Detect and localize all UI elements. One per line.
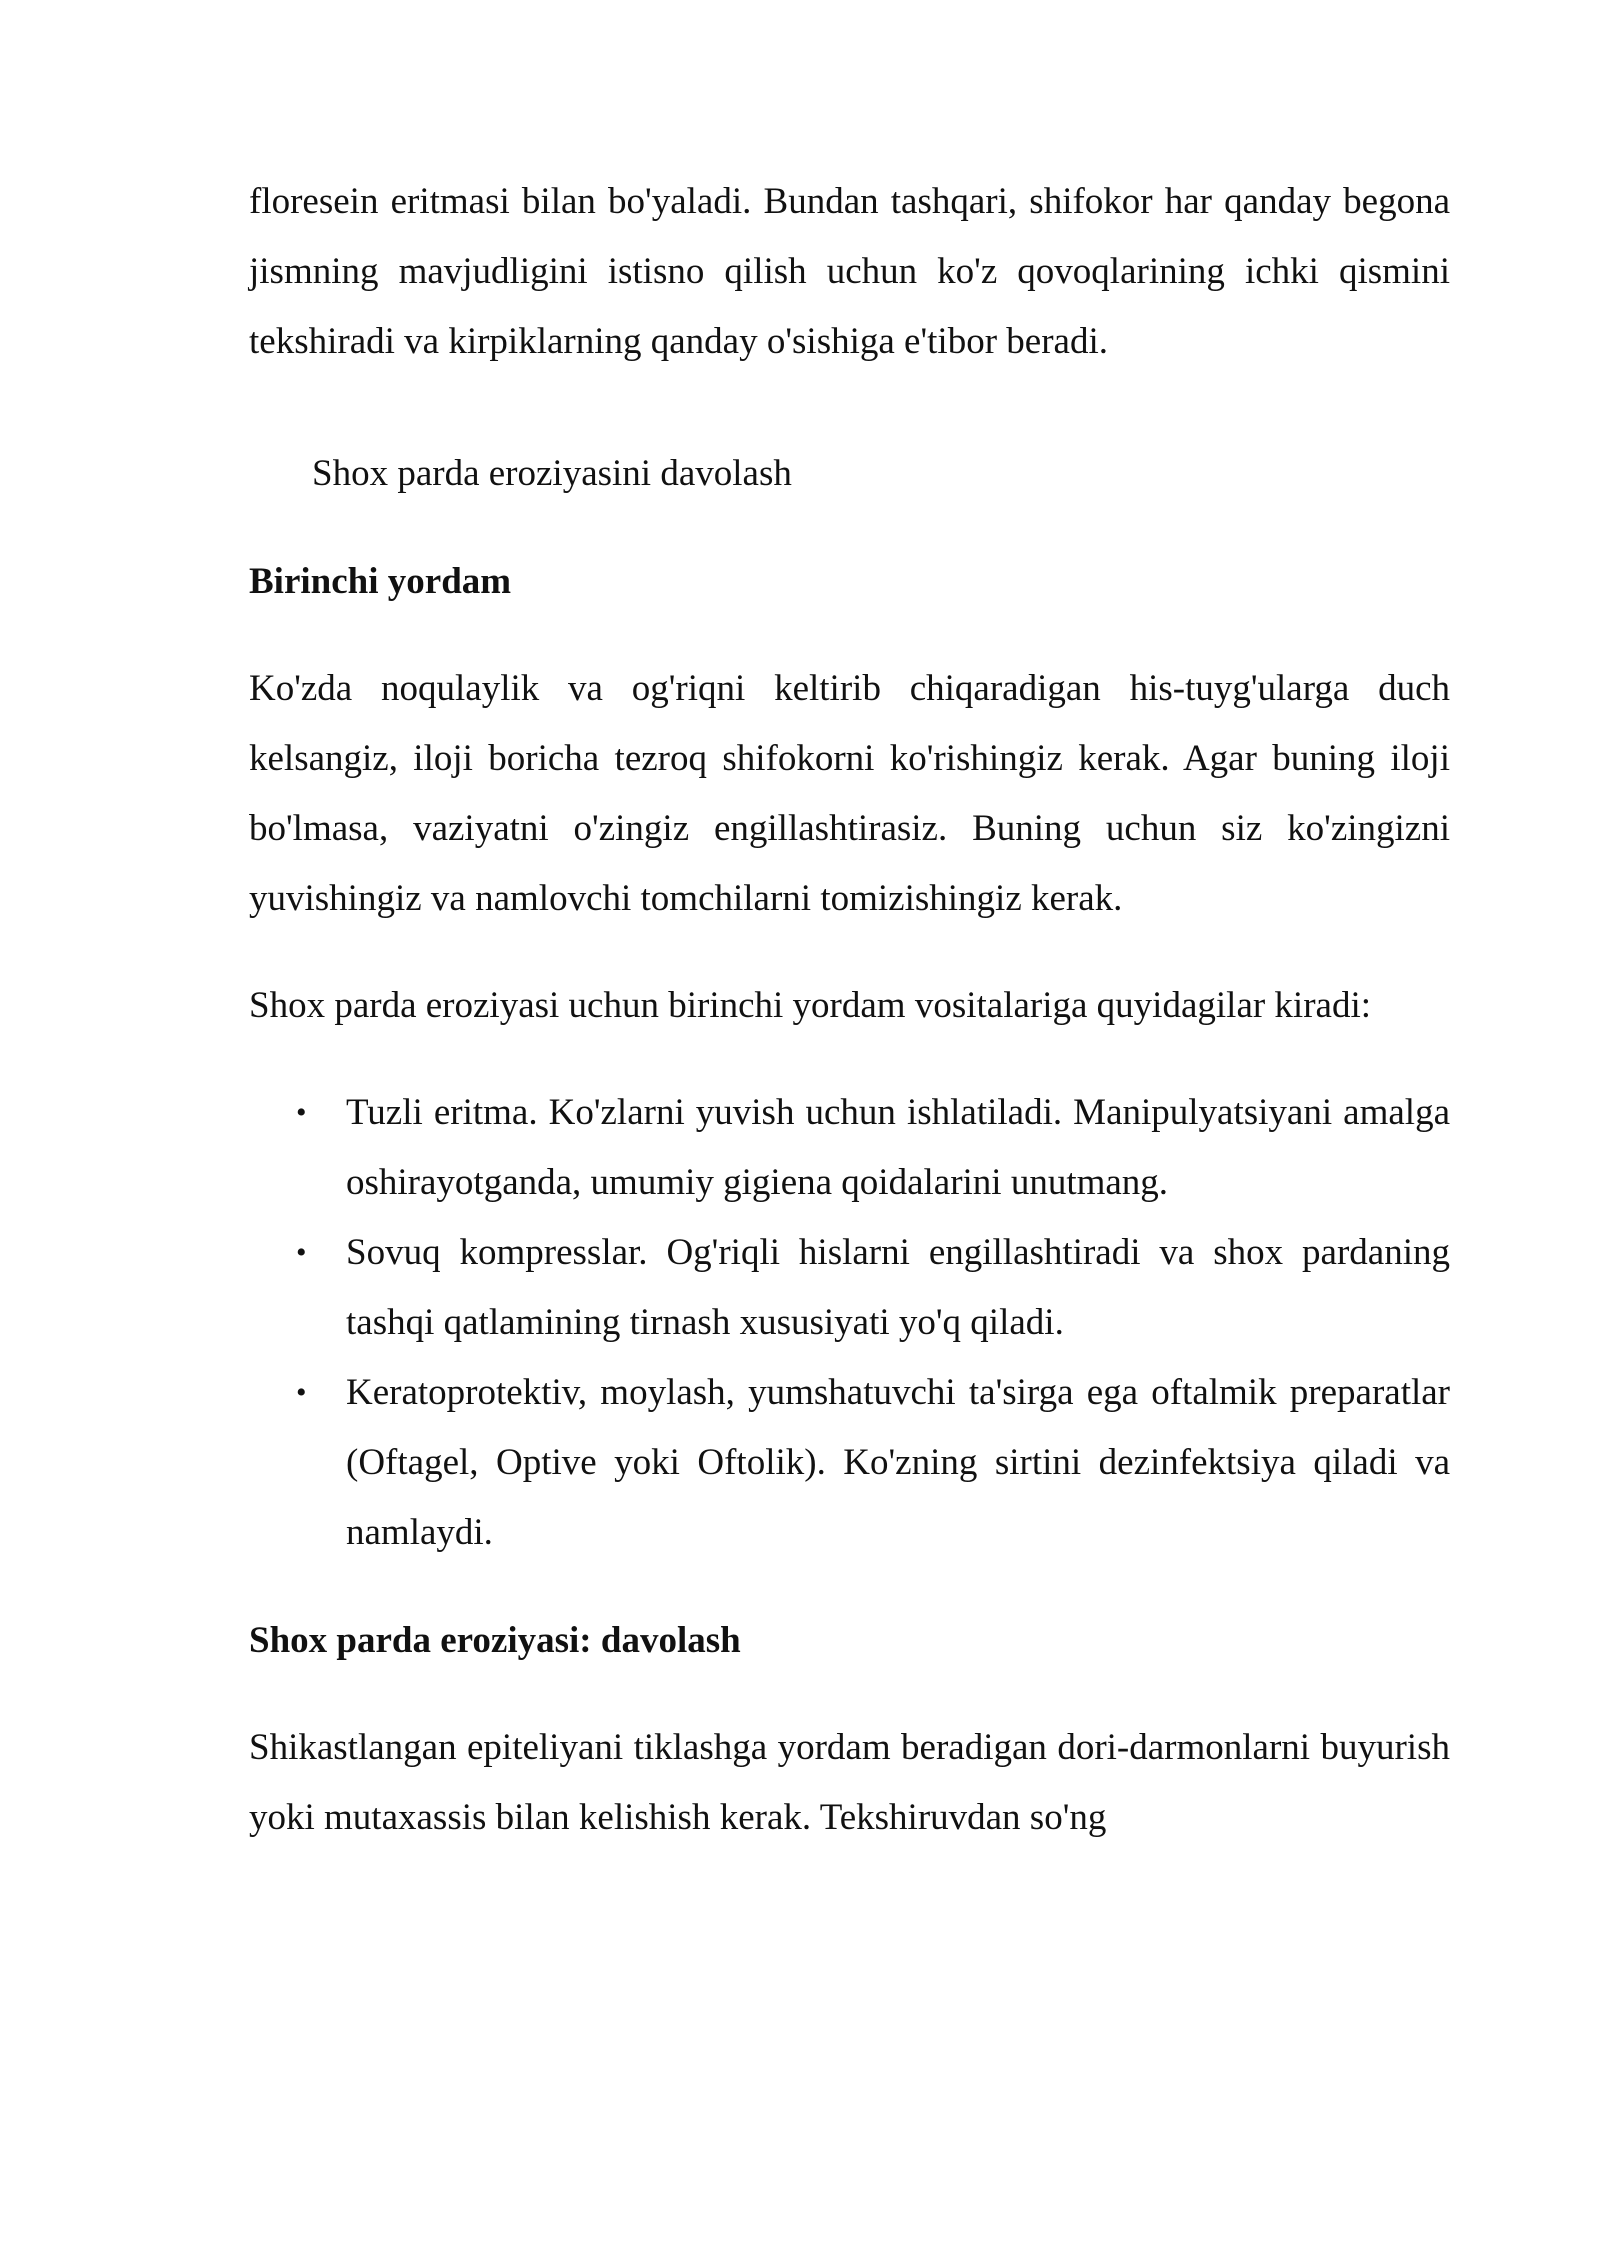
list-item-text: Tuzli eritma. Ko'zlarni yuvish uchun ishlatiladi. Manipulyatsiyani amalga oshirayotganda, umumiy gigiena qoidalarini unutmang.	[346, 1092, 1450, 1203]
list-intro-paragraph: Shox parda eroziyasi uchun birinchi yordam vositalariga quyidagilar kiradi:	[249, 985, 1372, 1026]
intro-paragraph: floresein eritmasi bilan bo'yaladi. Bundan tashqari, shifokor har qanday begona jismning mavjudligini istisno qilish uchun ko'z qovoqlarining ichki qismini tekshiradi va kirpiklarning qanday o'sishiga e'tibor beradi.	[249, 181, 1450, 362]
list-item-text: Sovuq kompresslar. Og'riqli hislarni engillashtiradi va shox pardaning tashqi qatlamining tirnash xususiyati yo'q qiladi.	[346, 1232, 1450, 1343]
treatment-paragraph: Shikastlangan epiteliyani tiklashga yordam beradigan dori-darmonlarni buyurish yoki mutaxassis bilan kelishish kerak. Tekshiruvdan so'ng	[249, 1727, 1450, 1838]
list-item	[249, 1358, 1450, 1568]
document-body	[249, 167, 1450, 1853]
first-aid-list	[249, 1078, 1450, 1568]
heading-first-aid: Birinchi yordam	[249, 561, 512, 602]
heading-treatment: Shox parda eroziyasi: davolash	[249, 1620, 741, 1661]
first-aid-paragraph: Ko'zda noqulaylik va og'riqni keltirib chiqaradigan his-tuyg'ularga duch kelsangiz, iloji boricha tezroq shifokorni ko'rishingiz kerak. Agar buning iloji bo'lmasa, vaziyatni o'zingiz engillashtirasiz. Buning uchun siz ko'zingizni yuvishingiz va namlovchi tomchilarni tomizishingiz kerak.	[249, 668, 1450, 919]
bullet-icon: •	[296, 1376, 307, 1409]
list-item-text: Keratoprotektiv, moylash, yumshatuvchi ta'sirga ega oftalmik preparatlar (Oftagel, Optive yoki Oftolik). Ko'zning sirtini dezinfektsiya qiladi va namlaydi.	[346, 1372, 1450, 1553]
bullet-icon: •	[296, 1096, 307, 1129]
section-title: Shox parda eroziyasini davolash	[312, 453, 792, 494]
list-item	[249, 1218, 1450, 1358]
bullet-icon: •	[296, 1236, 307, 1269]
list-item	[249, 1078, 1450, 1218]
